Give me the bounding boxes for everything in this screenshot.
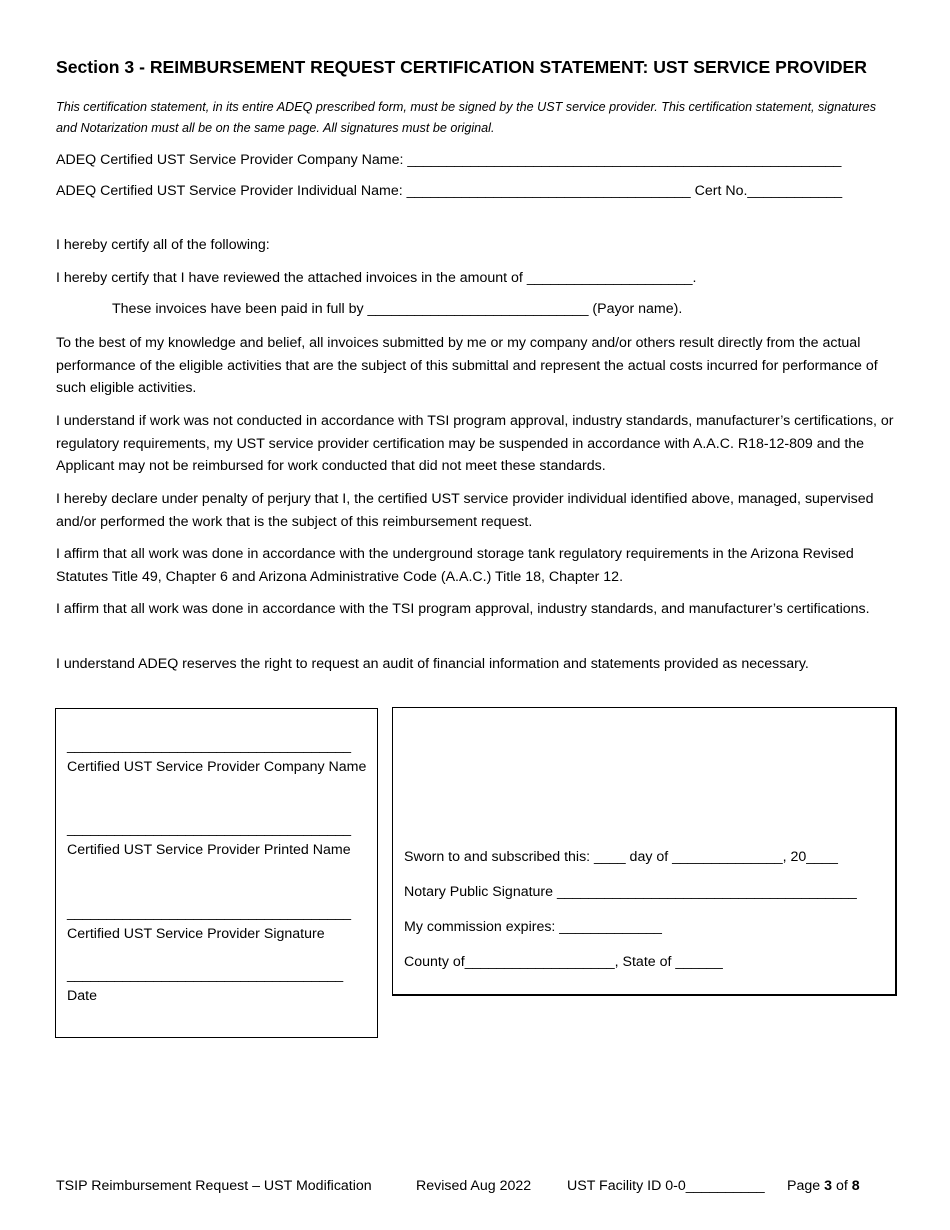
- company-name-line[interactable]: ____________________________________: [67, 738, 352, 754]
- payor-name-field[interactable]: These invoices have been paid in full by ____________________________ (Payor name).: [112, 301, 683, 317]
- page-title: Section 3 - REIMBURSEMENT REQUEST CERTIFICATION STATEMENT: UST SERVICE PROVIDER: [56, 57, 868, 77]
- commission-expires-field[interactable]: My commission expires: _____________: [404, 919, 662, 935]
- printed-name-label: Certified UST Service Provider Printed Name: [67, 842, 351, 858]
- paragraph-tsi-approval: I affirm that all work was done in accordance with the TSI program approval, industry standards, and manufacturer’s certifications.: [56, 601, 870, 617]
- footer-form-name: TSIP Reimbursement Request – UST Modification: [56, 1178, 372, 1194]
- intro-instructions: This certification statement, in its entire ADEQ prescribed form, must be signed by the UST service provider. This certification statement, signatures and Notarization must all be on the same page. All signatures must be original.: [56, 100, 877, 135]
- paragraph-suspension: I understand if work was not conducted in accordance with TSI program approval, industry standards, manufacturer’s certifications, or regulatory requirements, my UST service provider certification may be suspended in accordance with A.A.C. R18-12-809 and the Applicant may not be reimbursed for work conducted that did not meet these standards.: [56, 413, 894, 474]
- current-page: 3: [824, 1178, 832, 1194]
- notary-signature-field[interactable]: Notary Public Signature ______________________________________: [404, 884, 857, 900]
- county-state-field[interactable]: County of___________________, State of ______: [404, 954, 723, 970]
- paragraph-regulatory: I affirm that all work was done in accordance with the underground storage tank regulatory requirements in the Arizona Revised Statutes Title 49, Chapter 6 and Arizona Administrative Code (A.A.C.) Title 18, Chapter 12.: [56, 546, 854, 585]
- sworn-subscribed-field[interactable]: Sworn to and subscribed this: ____ day of ______________, 20____: [404, 849, 838, 865]
- certify-all-text: I hereby certify all of the following:: [56, 237, 270, 253]
- signature-label: Certified UST Service Provider Signature: [67, 926, 325, 942]
- company-name-field[interactable]: ADEQ Certified UST Service Provider Company Name: _______________________________________________________: [56, 152, 842, 168]
- footer-facility-id[interactable]: UST Facility ID 0-0__________: [567, 1178, 765, 1194]
- company-name-label: Certified UST Service Provider Company Name: [67, 759, 367, 775]
- printed-name-line[interactable]: ____________________________________: [67, 821, 352, 837]
- footer-revised-date: Revised Aug 2022: [416, 1178, 532, 1194]
- signature-line[interactable]: ____________________________________: [67, 905, 352, 921]
- paragraph-invoices: To the best of my knowledge and belief, all invoices submitted by me or my company and/or others result directly from the actual performance of the eligible activities that are the subject of this submittal and represent the actual costs incurred for performance of such eligible activities.: [56, 335, 878, 396]
- invoice-amount-field[interactable]: I hereby certify that I have reviewed the attached invoices in the amount of _____________________.: [56, 270, 697, 286]
- total-pages: 8: [851, 1178, 860, 1194]
- page-prefix: Page: [787, 1178, 821, 1194]
- paragraph-audit: I understand ADEQ reserves the right to request an audit of financial information and statements provided as necessary.: [56, 656, 809, 672]
- page-of: of: [835, 1178, 848, 1194]
- paragraph-perjury: I hereby declare under penalty of perjury that I, the certified UST service provider individual identified above, managed, supervised and/or performed the work that is the subject of this reimbursement request.: [56, 491, 874, 530]
- date-label: Date: [67, 988, 97, 1004]
- notary-box: [392, 707, 897, 996]
- provider-signature-box: [55, 708, 378, 1038]
- date-line[interactable]: ___________________________________: [67, 967, 344, 983]
- individual-name-field[interactable]: ADEQ Certified UST Service Provider Individual Name: ____________________________________ Cert No.____________: [56, 183, 843, 199]
- footer-page-number: [787, 1178, 860, 1194]
